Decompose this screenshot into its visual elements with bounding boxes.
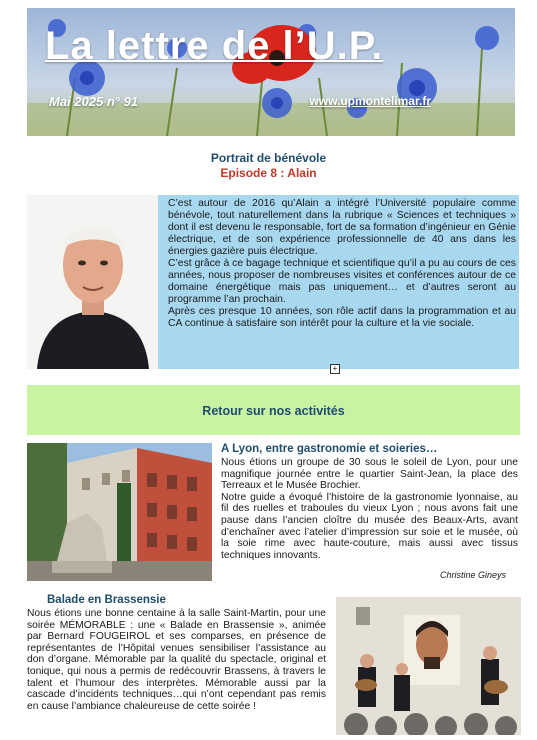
brassens-heading: Balade en Brassensie — [47, 594, 166, 606]
lyon-cloister-photo — [27, 443, 212, 581]
portrait-paragraph-1: C’est autour de 2016 qu’Alain a intégré l’Université populaire comme bénévole, tout naturellement dans la rubrique « Sciences et techniques » dont il est devenu le responsable, fort de sa formation d’ingénieur en Génie électrique, et de son expérience professionnelle de 40 ans dans les énergies gazière puis électrique. — [168, 198, 516, 257]
portrait-episode: Episode 8 : Alain — [220, 166, 317, 180]
portrait-paragraph-3: Après ces presque 10 années, son rôle actif dans la programmation et au CA continue à satisfaire son intérêt pour la culture et la vie sociale. — [168, 306, 516, 329]
portrait-illustration — [27, 195, 158, 369]
lyon-signature: Christine Gineys — [440, 570, 507, 580]
concert-illustration — [336, 597, 521, 735]
lyon-paragraph-2: Notre guide a évoqué l’histoire de la gastronomie lyonnaise, au fil des ruelles et traboules du vieux Lyon ; nous avons fait une pause dans l’ancien cloître du musée des Beaux-Arts, avant d’enchaîner avec l’atelier d’impression sur soie et le musée, où la soie rime avec haute-couture, mais aussi avec tissus techniques innovants. — [221, 491, 518, 561]
website-link[interactable]: www.upmontelimar.fr — [309, 94, 431, 108]
lyon-heading: A Lyon, entre gastronomie et soieries… — [221, 443, 438, 455]
issue-number: Mai 2025 n° 91 — [49, 94, 139, 109]
brassens-concert-photo — [336, 597, 521, 735]
activities-band — [27, 385, 520, 435]
newsletter-title: La lettre de l’U.P. — [45, 24, 384, 68]
portrait-paragraph-2: C’est grâce à ce bagage technique et scientifique qu’il a pu au cours de ces années, nous proposer de nombreuses visites et conférences autour de ce domaine énergétique mais pas uniquement… et d’autres seront au programme l’an prochain. — [168, 258, 516, 305]
brassens-paragraph: Nous étions une bonne centaine à la salle Saint-Martin, pour une soirée MÉMORABLE : une « Balade en Brassensie », animée par Bernard FOUGEIROL et ses comparses, en présence de représentantes de l’Hôpital venues sensibiliser l’assistance au don d’organe. Mémorable par la qualité du spectacle, original et tonique, qui nous a permis de redécouvrir Brassens, à travers le talent et l’humour des interprètes. Mémorable aussi par la cascade d’incidents techniques…qui n’ont cependant pas remis en cause l’ambiance chaleureuse de cette soirée ! — [27, 608, 326, 712]
lyon-body — [221, 457, 518, 561]
alain-portrait-photo — [27, 195, 158, 369]
header-banner — [27, 8, 515, 136]
lyon-courtyard-illustration — [27, 443, 212, 581]
lyon-paragraph-1: Nous étions un groupe de 30 sous le soleil de Lyon, pour une magnifique journée entre le quartier Saint-Jean, la place des Terreaux et le Musée Brochier. — [221, 457, 518, 492]
activities-heading: Retour sur nos activités — [202, 404, 345, 418]
portrait-text-box — [158, 195, 519, 369]
table-anchor-icon[interactable]: + — [330, 364, 340, 374]
portrait-heading: Portrait de bénévole — [210, 151, 327, 165]
